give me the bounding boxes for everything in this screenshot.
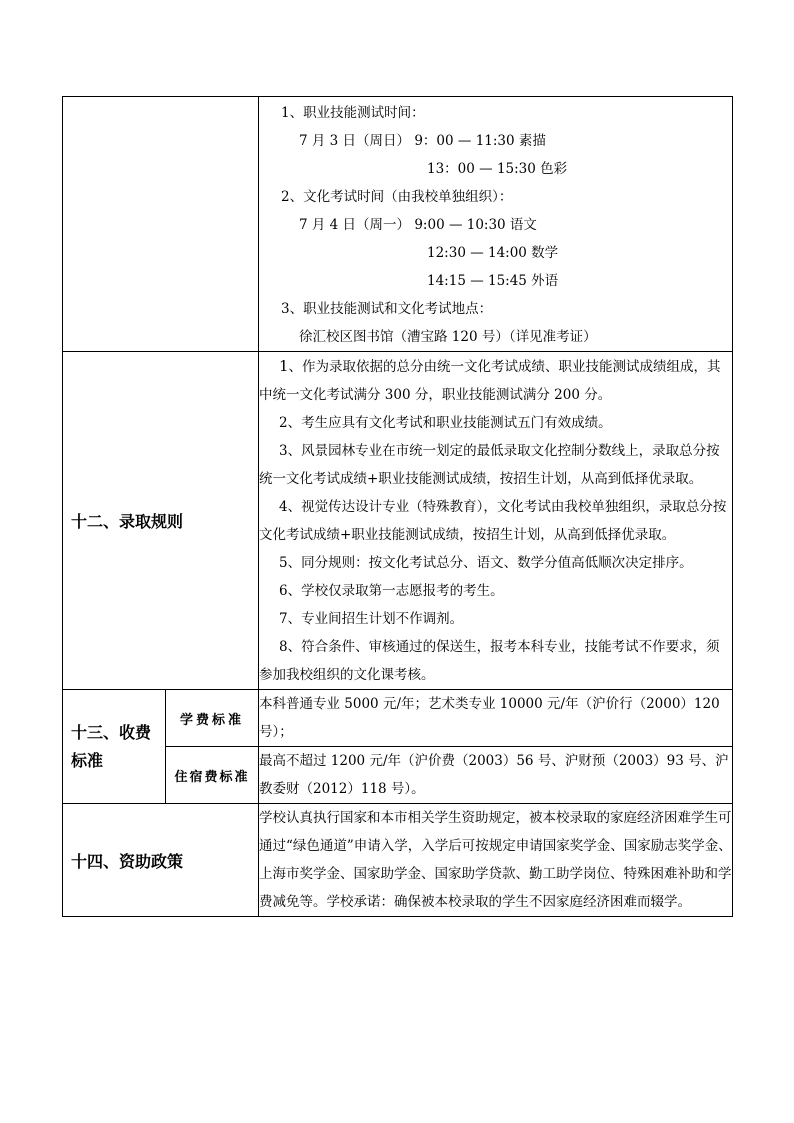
rule-5 — [259, 549, 732, 577]
admission-rules-row — [63, 352, 733, 690]
lodging-cell — [259, 747, 733, 804]
rule-4-text: 、视觉传达设计专业（特殊教育），文化考试由我校单独组织，录取总分按文化考试成绩+职业技能测试成绩，按招生计划，从高到低择优录取。 — [259, 499, 727, 543]
admission-rules-title: 十二、录取规则 — [63, 352, 259, 690]
skill-test-date-sketch: 7 月 3 日（周日） 9：00 — 11:30 素描 — [299, 133, 546, 149]
rule-3-text: 、风景园林专业在市统一划定的最低录取文化控制分数线上，录取总分按统一文化考试成绩+职业技能测试成绩，按招生计划，从高到低择优录取。 — [259, 443, 720, 487]
exam-schedule-row — [63, 97, 733, 352]
rule-1-text: 、作为录取依据的总分由统一文化考试成绩、职业技能测试成绩组成，其中统一文化考试满分 300 分，职业技能测试满分 200 分。 — [259, 359, 721, 403]
rule-4 — [259, 493, 732, 549]
financial-aid-text: 学校认真执行国家和本市相关学生资助规定，被本校录取的家庭经济困难学生可通过“绿色通道”申请入学，入学后可按规定申请国家奖学金、国家励志奖学金、上海市奖学金、国家助学金、国家助学贷款、勤工助学岗位、特殊困难补助和学费减免等。学校承诺：确保被本校录取的学生不因家庭经济困难而辍学。 — [259, 810, 732, 910]
fee-tuition-row — [63, 690, 733, 747]
rule-3 — [259, 437, 732, 493]
culture-exam-chinese: 7 月 4 日（周一） 9:00 — 10:30 语文 — [299, 217, 537, 233]
rule-8-text: 、符合条件、审核通过的保送生，报考本科专业，技能考试不作要求，须参加我校组织的文化课考核。 — [259, 639, 720, 683]
tuition-text: 本科普通专业 5000 元/年；艺术类专业 10000 元/年（沪价行（2000）120 号）； — [259, 696, 720, 740]
lodging-text: 最高不超过 1200 元/年（沪价费（2003）56 号、沪财预（2003）93 号、沪教委财（2012）118 号）。 — [259, 753, 729, 797]
rule-5-text: 、同分规则：按文化考试总分、语文、数学分值高低顺次决定排序。 — [287, 555, 693, 571]
tuition-label: 学费标准 — [166, 690, 259, 747]
culture-exam-foreign-language: 14:15 — 15:45 外语 — [427, 273, 559, 289]
skill-test-color: 13：00 — 15:30 色彩 — [427, 161, 568, 177]
financial-aid-cell — [259, 804, 733, 917]
rule-6-number: 6 — [279, 583, 288, 599]
tuition-cell — [259, 690, 733, 747]
rule-3-number: 3 — [279, 443, 288, 459]
rule-1-number: 1 — [279, 357, 289, 375]
rule-2-text: 、考生应具有文化考试和职业技能测试五门有效成绩。 — [287, 415, 612, 431]
rule-2-number: 2 — [279, 415, 288, 431]
rule-6 — [259, 577, 732, 605]
admissions-table — [62, 96, 733, 917]
exam-schedule-cell — [259, 97, 733, 352]
lodging-label: 住宿费标准 — [166, 747, 259, 804]
rule-7 — [259, 605, 732, 633]
rule-5-number: 5 — [279, 555, 288, 571]
rule-8 — [259, 633, 732, 689]
exam-location: 徐汇校区图书馆（漕宝路 120 号）（详见准考证） — [299, 329, 597, 345]
rule-4-number: 4 — [279, 499, 288, 515]
fee-standard-title: 十三、收费标准 — [63, 690, 166, 804]
rule-2 — [259, 409, 732, 437]
rule-7-text: 、专业间招生计划不作调剂。 — [287, 611, 464, 627]
exam-location-heading: 3、职业技能测试和文化考试地点： — [281, 301, 493, 317]
rule-7-number: 7 — [279, 611, 288, 627]
financial-aid-title: 十四、资助政策 — [63, 804, 259, 917]
admission-rules-cell — [259, 352, 733, 690]
rule-1 — [259, 352, 732, 409]
culture-exam-math: 12:30 — 14:00 数学 — [427, 245, 559, 261]
rule-8-number: 8 — [279, 639, 288, 655]
skill-test-time-heading: 1、职业技能测试时间： — [281, 105, 425, 121]
exam-schedule-label-cell — [63, 97, 259, 352]
culture-exam-time-heading: 2、文化考试时间（由我校单独组织）： — [281, 189, 513, 205]
financial-aid-row — [63, 804, 733, 917]
rule-6-text: 、学校仅录取第一志愿报考的考生。 — [287, 583, 504, 599]
